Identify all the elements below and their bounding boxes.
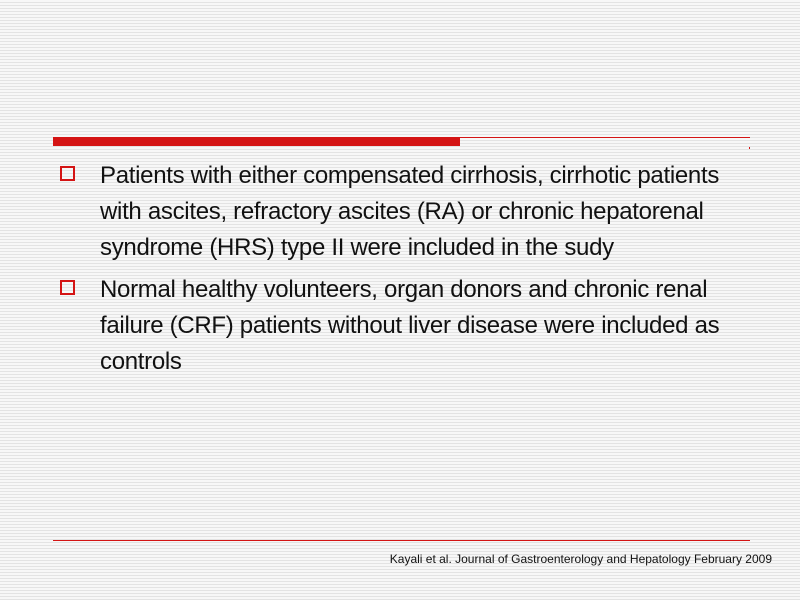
bullet-text: Patients with either compensated cirrhosis, cirrhotic patients with ascites, refractory ascites (RA) or chronic hepatorenal syndrome (HRS) type II were included in the sudy — [100, 162, 720, 261]
bullet-text: Normal healthy volunteers, organ donors and chronic renal failure (CRF) patients without liver disease were included as controls — [100, 276, 720, 375]
title-divider-thick — [53, 137, 460, 146]
title-divider-tick — [749, 147, 750, 149]
footer-divider — [53, 540, 750, 541]
bullet-item — [60, 272, 740, 380]
citation: Kayali et al. Journal of Gastroenterology and Hepatology February 2009 — [389, 552, 772, 566]
title-divider-thin — [460, 137, 750, 138]
square-bullet-icon — [60, 166, 75, 181]
square-bullet-icon — [60, 280, 75, 295]
bullet-list — [60, 158, 740, 386]
bullet-item — [60, 158, 740, 266]
